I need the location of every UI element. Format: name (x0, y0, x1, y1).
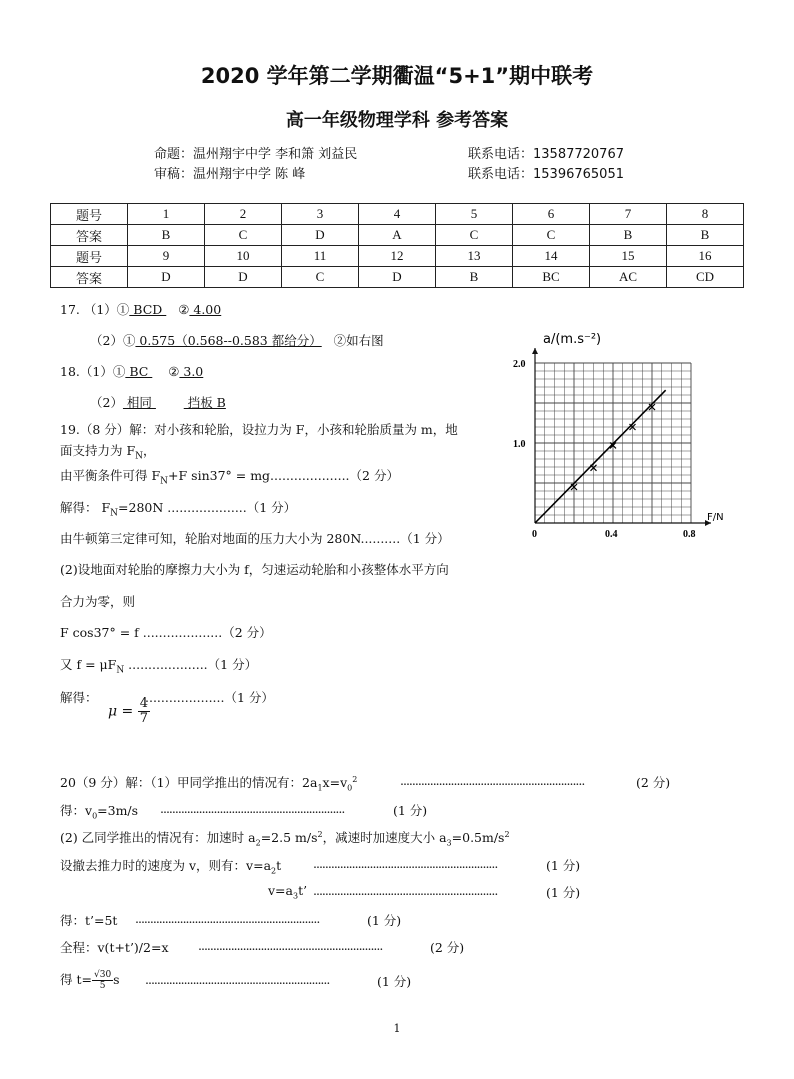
page-number: 1 (393, 1022, 401, 1035)
table-cell: B (128, 225, 205, 246)
table-cell: 2 (205, 204, 282, 225)
table-cell: 9 (128, 246, 205, 267)
a-f-chart (505, 330, 735, 545)
q19-line-1: 19.（8 分）解：对小孩和轮胎，设拉力为 F，小孩和轮胎质量为 m，地 (60, 422, 458, 437)
q20-line-4: 设撤去推力时的速度为 v，则有：$v=a_2t$ (60, 858, 282, 876)
table-row-header: 题号 (51, 246, 128, 267)
q20-line-8: 得 t= $\frac{√30}{5}$ s (60, 970, 120, 991)
table-cell: D (128, 267, 205, 288)
q17-label: 17. （1）① (60, 302, 130, 317)
author-phone-2: 联系电话：15396765051 (468, 167, 624, 182)
table-cell: 13 (436, 246, 513, 267)
q20-line-7-dots: .............................................................. (198, 938, 383, 953)
q20-line-2: 得：$v_0=3m/s$ (60, 803, 139, 821)
table-cell: C (436, 225, 513, 246)
q19-mu-formula: μ = $\frac{4}{7}$ (108, 696, 149, 726)
q20-line-8-dots: .............................................................. (145, 972, 330, 987)
q20-line-8-score: (1 分) (377, 974, 412, 989)
q18-part2-answer-1: 相同 (122, 395, 156, 410)
q20-line-2-dots: .............................................................. (160, 801, 345, 816)
q19-line-10-score: ....................（1 分） (145, 690, 274, 705)
table-row-header: 答案 (51, 225, 128, 246)
table-cell: 1 (128, 204, 205, 225)
q19-line-10: 解得： (60, 690, 98, 705)
q19-line-6: (2)设地面对轮胎的摩擦力大小为 f，匀速运动轮胎和小孩整体水平方向 (60, 562, 449, 577)
x-axis-label: F/N (707, 512, 724, 523)
q20-line-6: 得：t’=5t (60, 913, 118, 928)
q20-line-1-score: (2 分) (636, 775, 671, 790)
table-cell: 4 (359, 204, 436, 225)
table-cell: 7 (590, 204, 667, 225)
table-cell: 3 (282, 204, 359, 225)
table-cell: B (590, 225, 667, 246)
q19-line-5: 由牛顿第三定律可知，轮胎对地面的压力大小为 280N..........（1 分） (60, 531, 450, 546)
q19-line-4: 解得： $F_N=280N$ ....................（1 分） (60, 500, 297, 519)
q18-label: 18.（1）① (60, 364, 126, 379)
table-cell: D (205, 267, 282, 288)
q20-line-2-score: (1 分) (393, 803, 428, 818)
table-cell: 10 (205, 246, 282, 267)
q17-line-2 (90, 331, 384, 349)
q20-line-5-dots: .............................................................. (313, 883, 498, 898)
q20-line-5-score: (1 分) (546, 885, 581, 900)
q19-line-9: 又 $f = \mu F_N$ ....................（1 分） (60, 657, 258, 676)
table-cell: 5 (436, 204, 513, 225)
q20-line-1-dots: .............................................................. (400, 773, 585, 788)
table-cell: 8 (667, 204, 744, 225)
page-subtitle: 高一年级物理学科 参考答案 (285, 110, 509, 131)
table-cell: 14 (513, 246, 590, 267)
y-tick-label: 2.0 (513, 359, 526, 370)
author-line-2: 审稿：温州翔宇中学 陈 峰 (154, 167, 306, 182)
table-row (51, 204, 744, 225)
table-cell: 16 (667, 246, 744, 267)
x-tick-label: 0.4 (605, 529, 618, 540)
author-phone-1: 联系电话：13587720767 (468, 147, 624, 162)
q19-line-7: 合力为零，则 (60, 594, 136, 609)
table-cell: 11 (282, 246, 359, 267)
q20-line-4-score: (1 分) (546, 858, 581, 873)
table-row (51, 246, 744, 267)
table-cell: 12 (359, 246, 436, 267)
q20-line-4-dots: .............................................................. (313, 856, 498, 871)
table-cell: AC (590, 267, 667, 288)
q18-line-2 (90, 393, 226, 411)
q20-line-1: 20（9 分）解：（1）甲同学推出的情况有：$2a_1x=v_0^2$ (60, 774, 358, 793)
table-row (51, 225, 744, 246)
x-tick-label: 0.8 (683, 529, 696, 540)
y-axis-arrow (532, 348, 538, 354)
x-tick-label: 0 (532, 529, 537, 540)
table-cell: B (667, 225, 744, 246)
table-row-header: 题号 (51, 204, 128, 225)
q19-line-8: F cos37° = f ....................（2 分） (60, 625, 272, 640)
q17-answer-1: BCD (129, 302, 167, 317)
page-title: 2020 学年第二学期衢温“5+1”期中联考 (200, 64, 594, 88)
q20-line-7: 全程：v(t+t’)/2=x (60, 940, 169, 955)
q17-answer-2: 4.00 (189, 302, 222, 317)
author-line-1: 命题：温州翔宇中学 李和箫 刘益民 (154, 147, 358, 162)
table-cell: 6 (513, 204, 590, 225)
table-cell: C (205, 225, 282, 246)
q18-answer-1: BC (125, 364, 153, 379)
y-axis-label: a/(m.s⁻²) (543, 332, 602, 347)
table-cell: B (436, 267, 513, 288)
q17-part2-note: ②如右图 (333, 333, 384, 348)
table-cell: A (359, 225, 436, 246)
y-tick-label: 1.0 (513, 439, 526, 450)
table-cell: C (282, 267, 359, 288)
table-row-header: 答案 (51, 267, 128, 288)
q17-line-1 (60, 300, 221, 318)
table-cell: 15 (590, 246, 667, 267)
q20-line-3: (2) 乙同学推出的情况有：加速时 $a_2=2.5$ $m/s^2$，减速时加速度大小 $a_3=0.5m/s^2$ (60, 829, 510, 848)
q18-part2-answer-2: 挡板 B (183, 395, 226, 410)
q17-part2-label: （2）① (90, 333, 136, 348)
q20-line-6-score: (1 分) (367, 913, 402, 928)
answer-table (50, 203, 744, 288)
table-cell: D (282, 225, 359, 246)
table-cell: D (359, 267, 436, 288)
table-cell: C (513, 225, 590, 246)
table-cell: BC (513, 267, 590, 288)
q18-part2-label: （2） (90, 395, 123, 410)
q18-mark-2: ② (168, 364, 180, 379)
q20-line-7-score: (2 分) (430, 940, 465, 955)
q18-line-1 (60, 362, 203, 380)
q20-line-6-dots: .............................................................. (135, 911, 320, 926)
table-row (51, 267, 744, 288)
q18-answer-2: 3.0 (179, 364, 204, 379)
q19-line-3: 由平衡条件可得 $F_N+F$ sin37° = mg....................（2 分） (60, 468, 399, 487)
q17-mark-2: ② (178, 302, 190, 317)
table-cell: CD (667, 267, 744, 288)
q20-line-5: $v=a_3t$’ (268, 883, 308, 901)
q19-line-2: 面支持力为 $F_N$， (60, 443, 156, 462)
q17-part2-answer: 0.575（0.568--0.583 都给分） (135, 333, 322, 348)
